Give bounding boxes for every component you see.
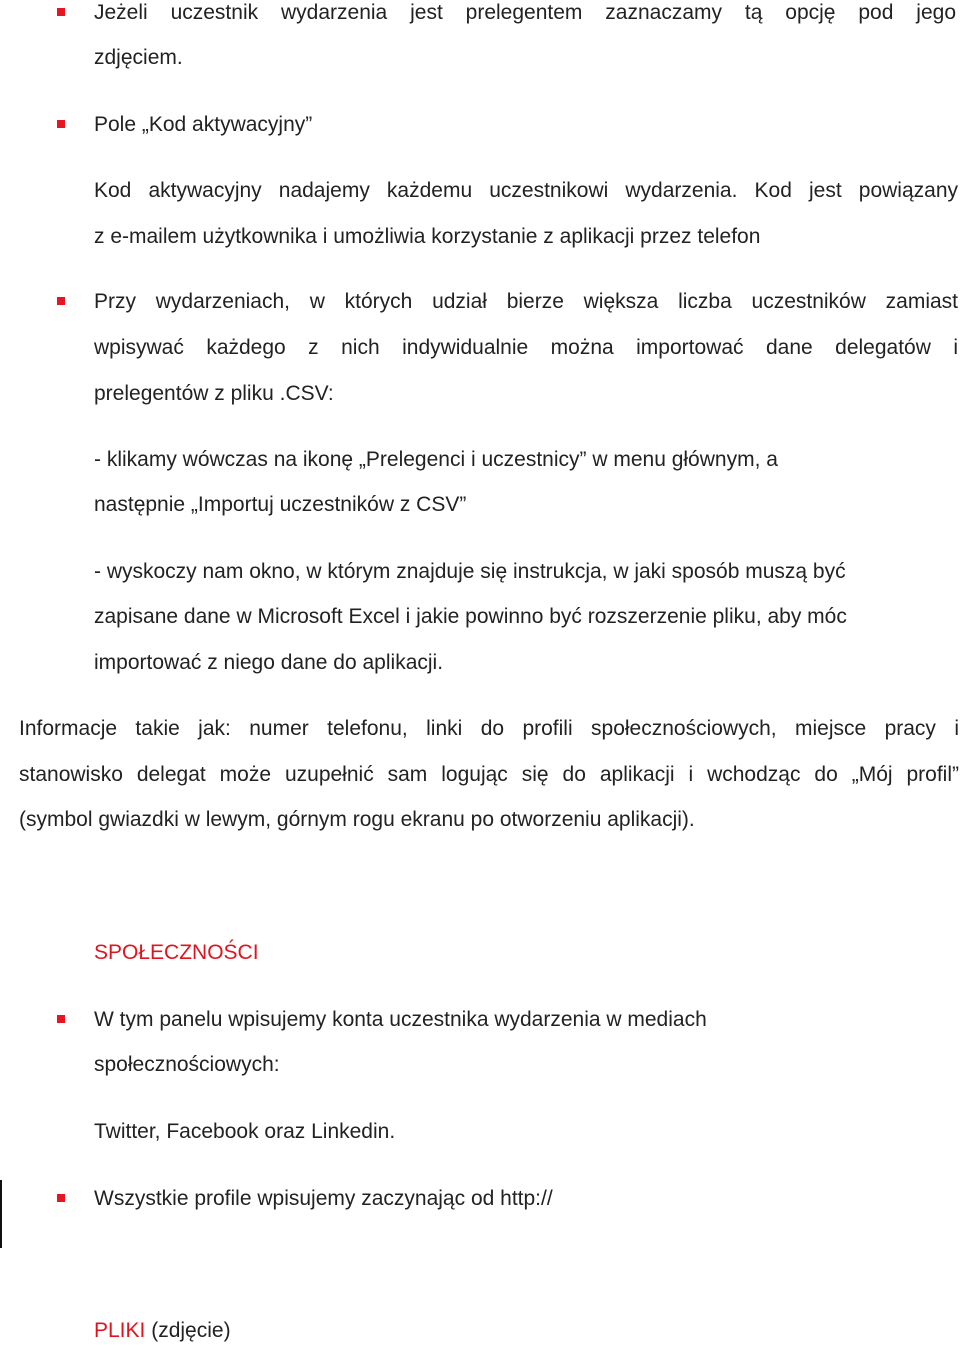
bullet-text-import-line-2: wpisywać każdego z nich indywidualnie można importować dane delegatów i [94,336,958,359]
bullet-marker [57,297,65,305]
bullet-text-kod-aktywacyjny: Pole „Kod aktywacyjny” [94,113,313,136]
section-heading-spolecznosci: SPOŁECZNOŚCI [94,941,259,964]
csv-step-2-line-1: - wyskoczy nam okno, w którym znajduje się instrukcja, w jaki sposób muszą być [94,560,846,583]
section-heading-pliki-label: PLIKI [94,1319,146,1342]
info-paragraph-line-2: stanowisko delegat może uzupełnić sam logując się do aplikacji i wchodząc do „Mój profil” [19,763,959,786]
section-heading-pliki [94,1317,231,1345]
margin-change-bar [0,1180,2,1248]
bullet-marker [57,8,65,16]
bullet-text-import-line-3: prelegentów z pliku .CSV: [94,382,334,405]
social-networks-line: Twitter, Facebook oraz Linkedin. [94,1120,396,1143]
section-heading-pliki-suffix: (zdjęcie) [145,1319,231,1342]
bullet-text-http: Wszystkie profile wpisujemy zaczynając od http:// [94,1187,553,1210]
info-paragraph-line-1: Informacje takie jak: numer telefonu, linki do profili społecznościowych, miejsce pracy i [19,717,959,740]
bullet-marker [57,1194,65,1202]
bullet-text-prelegent: Jeżeli uczestnik wydarzenia jest prelegentem zaznaczamy tą opcję pod jego [94,1,956,24]
bullet-marker [57,1015,65,1023]
kod-description-line-2: z e-mailem użytkownika i umożliwia korzystanie z aplikacji przez telefon [94,225,761,248]
bullet-marker [57,120,65,128]
bullet-text-prelegent-cont: zdjęciem. [94,46,183,69]
kod-description-line-1: Kod aktywacyjny nadajemy każdemu uczestnikowi wydarzenia. Kod jest powiązany [94,179,958,202]
bullet-text-import-line-1: Przy wydarzeniach, w których udział bierze większa liczba uczestników zamiast [94,290,958,313]
csv-step-2-line-3: importować z niego dane do aplikacji. [94,651,444,674]
bullet-text-social-line-2: społecznościowych: [94,1053,280,1076]
csv-step-1-line-2: następnie „Importuj uczestników z CSV” [94,493,467,516]
info-paragraph-line-3: (symbol gwiazdki w lewym, górnym rogu ekranu po otworzeniu aplikacji). [19,808,695,831]
bullet-text-social-line-1: W tym panelu wpisujemy konta uczestnika wydarzenia w mediach [94,1008,707,1031]
csv-step-1-line-1: - klikamy wówczas na ikonę „Prelegenci i uczestnicy” w menu głównym, a [94,448,778,471]
csv-step-2-line-2: zapisane dane w Microsoft Excel i jakie powinno być rozszerzenie pliku, aby móc [94,605,847,628]
